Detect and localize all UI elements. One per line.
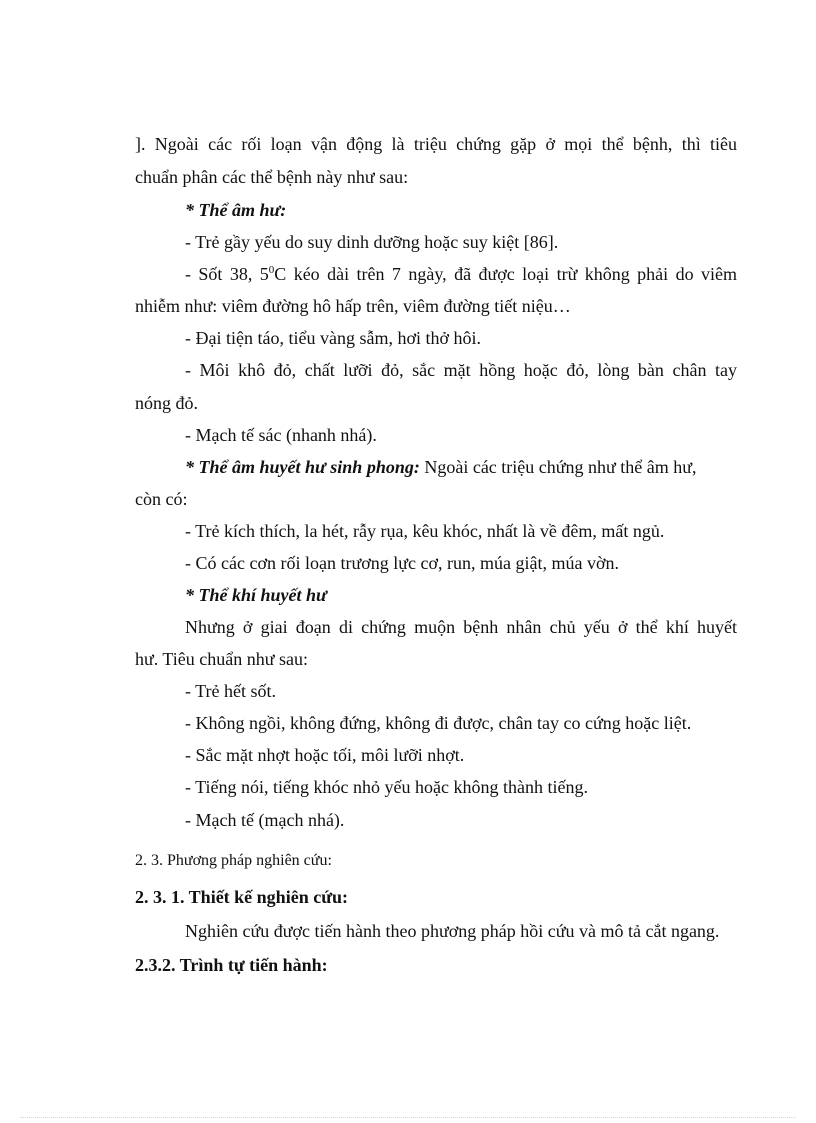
page-bottom-divider (20, 1117, 796, 1118)
section-heading-2-3-1: 2. 3. 1. Thiết kế nghiên cứu: (135, 887, 348, 907)
list-item: - Có các cơn rối loạn trương lực cơ, run, múa giật, múa vờn. (185, 553, 619, 573)
list-item: - Không ngồi, không đứng, không đi được, chân tay co cứng hoặc liệt. (185, 713, 692, 733)
paragraph-line: Nghiên cứu được tiến hành theo phương pháp hồi cứu và mô tả cắt ngang. (185, 921, 720, 941)
list-item: - Mạch tế sác (nhanh nhá). (185, 425, 377, 445)
list-item: - Tiếng nói, tiếng khóc nhỏ yếu hoặc không thành tiếng. (185, 777, 588, 797)
list-item: - Trẻ gầy yếu do suy dinh dưỡng hoặc suy kiệt [86]. (185, 232, 559, 252)
paragraph-line: nhiễm như: viêm đường hô hấp trên, viêm đường tiết niệu… (135, 296, 571, 316)
paragraph-line: hư. Tiêu chuẩn như sau: (135, 649, 309, 669)
list-item: - Sốt 38, $5^0C$ kéo dài trên 7 ngày, đã được loại trừ không phải do viêm (185, 264, 737, 284)
list-item: - Trẻ kích thích, la hét, rẫy rụa, kêu khóc, nhất là về đêm, mất ngủ. (185, 521, 665, 541)
section-heading-2-3-2: 2.3.2. Trình tự tiến hành: (135, 955, 328, 975)
paragraph-line: chuẩn phân các thể bệnh này như sau: (135, 167, 409, 187)
heading-khi-huyet: * Thể khí huyết hư (185, 585, 327, 605)
paragraph-line: nóng đỏ. (135, 393, 198, 413)
section-heading-2-3: 2. 3. Phương pháp nghiên cứu: (135, 852, 332, 869)
paragraph-line: còn có: (135, 489, 188, 509)
list-item: - Đại tiện táo, tiểu vàng sẫm, hơi thở hôi. (185, 328, 481, 348)
heading-am-hu: * Thể âm hư: (185, 200, 287, 220)
heading-am-huyet: * Thể âm huyết hư sinh phong: Ngoài các triệu chứng như thể âm hư, (185, 457, 697, 477)
paragraph-line: ]. Ngoài các rối loạn vận động là triệu chứng gặp ở mọi thể bệnh, thì tiêu (135, 134, 737, 154)
list-item: - Trẻ hết sốt. (185, 681, 277, 701)
paragraph-line: Nhưng ở giai đoạn di chứng muộn bệnh nhân chủ yếu ở thể khí huyết (185, 617, 737, 637)
list-item: - Mạch tế (mạch nhá). (185, 810, 345, 830)
list-item: - Môi khô đỏ, chất lưỡi đỏ, sắc mặt hồng hoặc đỏ, lòng bàn chân tay (185, 360, 737, 380)
list-item: - Sắc mặt nhợt hoặc tối, môi lưỡi nhợt. (185, 745, 465, 765)
